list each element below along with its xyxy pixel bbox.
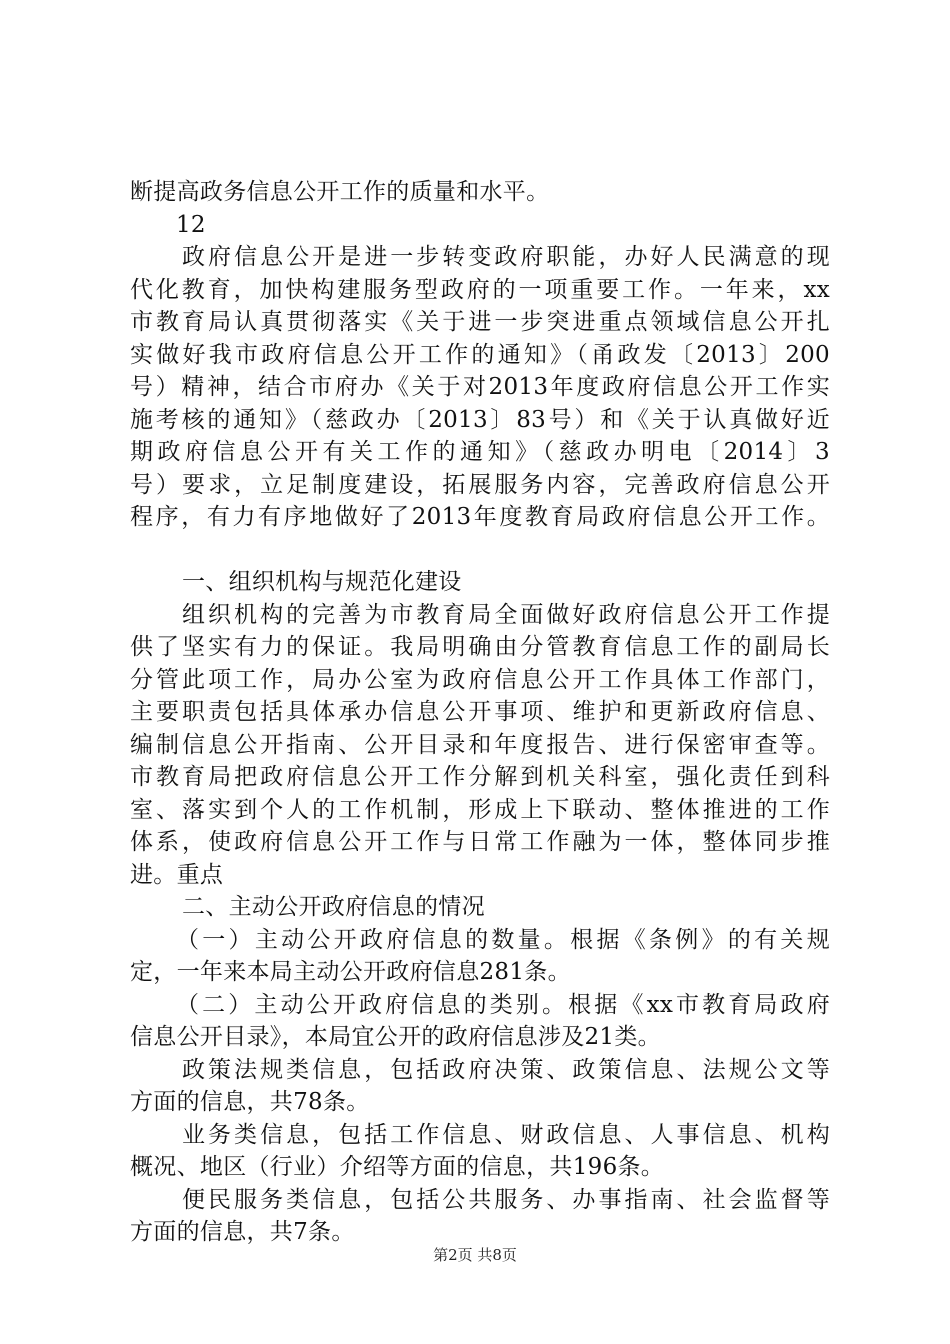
text-line: 一、组织机构与规范化建设: [182, 569, 462, 595]
text-line: 政府信息公开是进一步转变政府职能，办好人民满意的现: [182, 244, 830, 270]
text-line: 程序，有力有序地做好了2013年度教育局政府信息公开工作。: [130, 504, 830, 530]
page-footer: 第2页 共8页: [433, 1246, 517, 1264]
text-line: （一）主动公开政府信息的数量。根据《条例》的有关规: [176, 926, 830, 953]
text-line: 组织机构的完善为市教育局全面做好政府信息公开工作提: [182, 601, 830, 628]
text-line: 分管此项工作，局办公室为政府信息公开工作具体工作部门，: [130, 666, 830, 693]
text-line: 进。重点: [130, 861, 224, 888]
text-line: 定，一年来本局主动公开政府信息281条。: [130, 959, 571, 985]
text-line: 方面的信息，共78条。: [130, 1089, 370, 1115]
text-line: 二、主动公开政府信息的情况: [182, 894, 485, 920]
text-line: 施考核的通知》（慈政办〔2013〕83号）和《关于认真做好近: [130, 406, 830, 433]
text-line: 体系，使政府信息公开工作与日常工作融为一体，整体同步推: [130, 829, 830, 855]
text-line: 编制信息公开指南、公开目录和年度报告、进行保密审查等。: [130, 731, 830, 758]
text-line: 市教育局认真贯彻落实《关于进一步突进重点领域信息公开扎: [130, 309, 830, 335]
text-line: 供了坚实有力的保证。我局明确由分管教育信息工作的副局长: [130, 634, 830, 660]
text-line: 市教育局把政府信息公开工作分解到机关科室，强化责任到科: [130, 764, 830, 790]
text-line: 期政府信息公开有关工作的通知》（慈政办明电〔2014〕3: [130, 439, 830, 465]
text-line: （二）主动公开政府信息的类别。根据《xx市教育局政府: [176, 991, 830, 1018]
text-line: 方面的信息，共7条。: [130, 1219, 355, 1245]
text-line: 业务类信息，包括工作信息、财政信息、人事信息、机构: [182, 1121, 830, 1148]
text-line: 断提高政务信息公开工作的质量和水平。: [130, 179, 550, 205]
text-line: 实做好我市政府信息公开工作的通知》（甬政发〔2013〕200: [130, 341, 830, 368]
text-line: 号）精神，结合市府办《关于对2013年度政府信息公开工作实: [130, 374, 830, 400]
text-line: 主要职责包括具体承办信息公开事项、维护和更新政府信息、: [130, 699, 830, 725]
text-line: 室、落实到个人的工作机制，形成上下联动、整体推进的工作: [130, 796, 830, 823]
text-line: 12: [176, 211, 206, 238]
text-line: 号）要求，立足制度建设，拓展服务内容，完善政府信息公开: [130, 471, 830, 498]
document-body: [130, 176, 830, 1249]
blank-line: [130, 534, 830, 567]
text-line: 政策法规类信息，包括政府决策、政策信息、法规公文等: [182, 1056, 830, 1083]
text-line: 概况、地区（行业）介绍等方面的信息，共196条。: [130, 1154, 665, 1180]
text-line: 信息公开目录》，本局宜公开的政府信息涉及21类。: [130, 1024, 661, 1050]
text-line: 代化教育，加快构建服务型政府的一项重要工作。一年来，xx: [130, 276, 830, 303]
text-line: 便民服务类信息，包括公共服务、办事指南、社会监督等: [182, 1186, 830, 1213]
